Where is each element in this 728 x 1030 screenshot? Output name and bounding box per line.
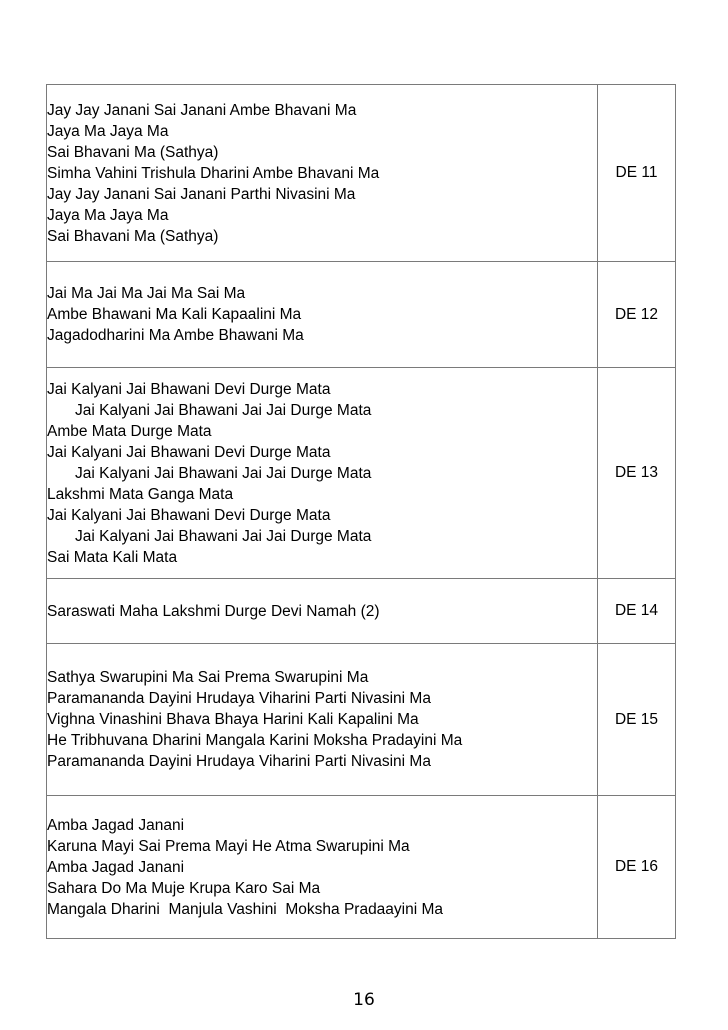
bhajan-table bbox=[46, 84, 676, 939]
lyric-line: Paramananda Dayini Hrudaya Viharini Parti Nivasini Ma bbox=[47, 690, 431, 707]
lyric-line: Jai Kalyani Jai Bhawani Jai Jai Durge Mata bbox=[75, 527, 372, 545]
lyric-line: Jai Ma Jai Ma Jai Ma Sai Ma bbox=[47, 285, 246, 302]
lyric-line: Lakshmi Mata Ganga Mata bbox=[47, 485, 234, 503]
song-code: DE 15 bbox=[598, 644, 676, 796]
song-code: DE 14 bbox=[598, 579, 676, 644]
song-code: DE 11 bbox=[598, 85, 676, 262]
lyric-line: Jaya Ma Jaya Ma bbox=[47, 206, 169, 224]
song-row bbox=[47, 368, 676, 579]
lyric-line: Vighna Vinashini Bhava Bhaya Harini Kali Kapalini Ma bbox=[47, 711, 419, 728]
lyric-line: Karuna Mayi Sai Prema Mayi He Atma Swarupini Ma bbox=[47, 837, 410, 855]
lyric-line: Mangala Dharini Manjula Vashini Moksha Pradaayini Ma bbox=[47, 900, 444, 918]
lyric-line: He Tribhuvana Dharini Mangala Karini Moksha Pradayini Ma bbox=[47, 732, 463, 749]
song-lyrics bbox=[47, 368, 598, 579]
lyric-line: Jay Jay Janani Sai Janani Parthi Nivasini Ma bbox=[47, 185, 356, 203]
lyric-line: Simha Vahini Trishula Dharini Ambe Bhavani Ma bbox=[47, 164, 380, 182]
song-row bbox=[47, 644, 676, 796]
song-row bbox=[47, 262, 676, 368]
lyric-line: Jagadodharini Ma Ambe Bhawani Ma bbox=[47, 327, 304, 344]
lyric-line: Jaya Ma Jaya Ma bbox=[47, 122, 169, 140]
lyric-line: Sai Mata Kali Mata bbox=[47, 548, 178, 566]
lyric-line: Ambe Bhawani Ma Kali Kapaalini Ma bbox=[47, 306, 302, 323]
lyric-line: Amba Jagad Janani bbox=[47, 816, 185, 834]
lyric-line: Jai Kalyani Jai Bhawani Jai Jai Durge Mata bbox=[75, 401, 372, 419]
lyric-line: Ambe Mata Durge Mata bbox=[47, 422, 212, 440]
bhajan-table-body bbox=[47, 85, 676, 939]
lyric-line: Sahara Do Ma Muje Krupa Karo Sai Ma bbox=[47, 879, 321, 897]
lyric-line: Jai Kalyani Jai Bhawani Devi Durge Mata bbox=[47, 380, 331, 398]
lyric-line: Saraswati Maha Lakshmi Durge Devi Namah (2) bbox=[47, 602, 380, 620]
lyric-line: Sai Bhavani Ma (Sathya) bbox=[47, 143, 219, 161]
song-lyrics bbox=[47, 579, 598, 644]
lyric-line: Paramananda Dayini Hrudaya Viharini Parti Nivasini Ma bbox=[47, 753, 431, 770]
page-number: 16 bbox=[353, 990, 375, 1010]
song-row bbox=[47, 579, 676, 644]
song-lyrics bbox=[47, 644, 598, 796]
lyric-line: Jai Kalyani Jai Bhawani Devi Durge Mata bbox=[47, 443, 331, 461]
lyric-line: Sathya Swarupini Ma Sai Prema Swarupini Ma bbox=[47, 669, 369, 686]
lyric-line: Jai Kalyani Jai Bhawani Devi Durge Mata bbox=[47, 506, 331, 524]
lyric-line: Jai Kalyani Jai Bhawani Jai Jai Durge Mata bbox=[75, 464, 372, 482]
lyric-line: Amba Jagad Janani bbox=[47, 858, 185, 876]
song-row bbox=[47, 796, 676, 939]
song-lyrics bbox=[47, 85, 598, 262]
lyric-line: Sai Bhavani Ma (Sathya) bbox=[47, 227, 219, 245]
song-code: DE 13 bbox=[598, 368, 676, 579]
song-lyrics bbox=[47, 262, 598, 368]
song-code: DE 16 bbox=[598, 796, 676, 939]
song-row bbox=[47, 85, 676, 262]
song-code: DE 12 bbox=[598, 262, 676, 368]
lyric-line: Jay Jay Janani Sai Janani Ambe Bhavani Ma bbox=[47, 101, 357, 119]
song-lyrics bbox=[47, 796, 598, 939]
